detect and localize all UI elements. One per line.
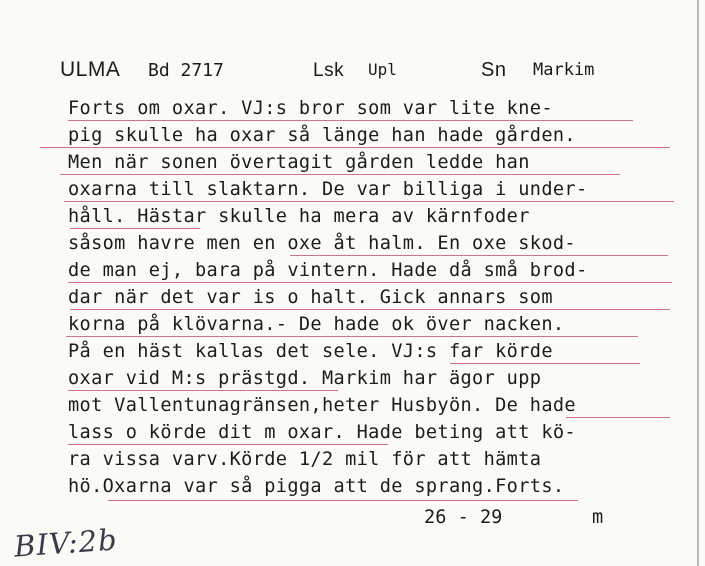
- underline-mark: [60, 174, 620, 175]
- text-line: På en häst kallas det sele. VJ:s far körde: [68, 341, 553, 362]
- text-line: oxar vid M:s prästgd. Markim har ägor upp: [68, 368, 542, 389]
- underline-mark: [68, 282, 672, 283]
- text-line: håll. Hästar skulle ha mera av kärnfoder: [68, 206, 530, 227]
- underline-mark: [68, 120, 633, 121]
- text-line: pig skulle ha oxar så länge han hade gården.: [68, 125, 576, 146]
- underline-mark: [450, 363, 640, 364]
- page-range: 26 - 29: [424, 507, 503, 528]
- underline-mark: [68, 390, 338, 391]
- handwritten-signature: BIV:2b: [12, 522, 119, 564]
- parish-label: Sn: [481, 59, 507, 81]
- underline-mark: [70, 228, 200, 229]
- text-line: korna på klövarna.- De hade ok över nacken.: [68, 314, 565, 335]
- text-line: dar när det var is o halt. Gick annars som: [68, 287, 553, 308]
- text-line: ra vissa varv.Körde 1/2 mil för att hämta: [68, 449, 542, 470]
- page-unit: m: [592, 507, 604, 528]
- underline-mark: [64, 201, 674, 202]
- card-header: [0, 58, 705, 90]
- underline-mark: [566, 417, 670, 418]
- record-number: Bd 2717: [148, 60, 224, 81]
- text-line: såsom havre men en oxe åt halm. En oxe skod-: [68, 233, 576, 254]
- text-line: Men när sonen övertagit gården ledde han: [68, 152, 530, 173]
- text-line: mot Vallentunagränsen,heter Husbyön. De hade: [68, 395, 576, 416]
- underline-mark: [108, 500, 578, 501]
- province-label: Lsk: [313, 60, 345, 81]
- archive-name: ULMA: [60, 58, 121, 81]
- underline-mark: [290, 255, 668, 256]
- parish-value: Markim: [533, 60, 595, 80]
- text-line: oxarna till slaktarn. De var billiga i under-: [68, 179, 588, 200]
- text-line: lass o körde dit m oxar. Hade beting att kö-: [68, 422, 576, 443]
- underline-mark: [40, 147, 670, 148]
- text-line: hö.Oxarna var så pigga att de sprang.Forts.: [68, 476, 565, 497]
- province-value: Upl: [368, 60, 397, 79]
- text-line: de man ej, bara på vintern. Hade då små brod-: [68, 260, 588, 281]
- underline-mark: [66, 336, 638, 337]
- underline-mark: [68, 444, 388, 445]
- text-line: Forts om oxar. VJ:s bror som var lite kne-: [68, 98, 553, 119]
- underline-mark: [70, 309, 670, 310]
